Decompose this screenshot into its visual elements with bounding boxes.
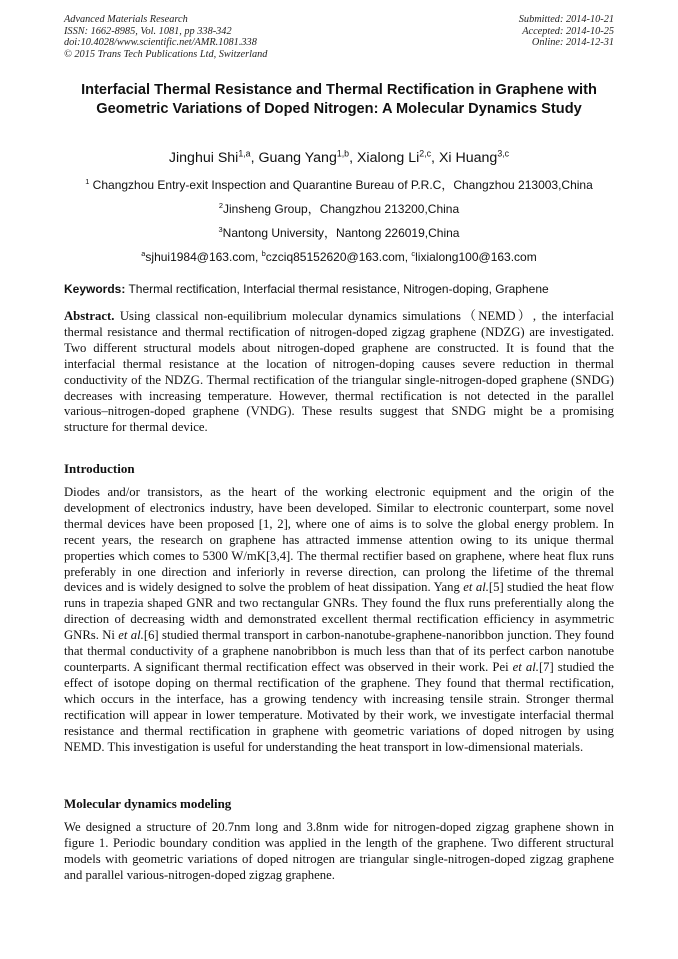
submitted-date: Submitted: 2014-10-21 <box>518 14 614 25</box>
publication-dates <box>519 14 614 49</box>
abstract-text: Using classical non-equilibrium molecular dynamics simulations（NEMD）, the interfacial thermal resistance and thermal rectification of nitrogen-doped zigzag graphene (NDZG) are investigated. Two different structural models about nitrogen-doped graphene are constructed. It is found that the interfacial thermal resistance at the location of nitrogen-doping causes severe reduction in thermal conductivity of the NDZG. Thermal rectification of the triangular single-nitrogen-doped graphene (SNDG) decreases with increasing temperature. However, thermal rectification is not detected in the parallel various–nitrogen-doped graphene (VNDG). These results suggest that SNDG might be a promising structure for thermal device. <box>64 309 614 435</box>
email-link[interactable]: $^c$lixialong100@163.com <box>411 249 537 264</box>
accepted-date: Accepted: 2014-10-25 <box>522 25 614 37</box>
author: Xialong Li$^{2,c}$, <box>356 148 439 166</box>
abstract-label: Abstract. <box>64 309 115 323</box>
online-date: Online: 2014-12-31 <box>531 37 614 49</box>
introduction-heading: Introduction <box>64 461 135 476</box>
author-list <box>0 148 678 168</box>
affiliation: $^1$ Changzhou Entry-exit Inspection and Quarantine Bureau of P.R.C，Changzhou 213003,China <box>85 177 593 192</box>
modeling-heading: Molecular dynamics modeling <box>64 796 232 811</box>
affiliation: $^3$Nantong University，Nantong 226019,China <box>218 225 460 240</box>
affiliation: $^2$Jinsheng Group，Changzhou 213200,China <box>218 201 460 216</box>
abstract <box>64 309 614 436</box>
journal-doi: doi:10.4028/www.scientific.net/AMR.1081.338 <box>64 37 257 49</box>
keywords-label: Keywords: <box>64 282 126 296</box>
email-list <box>0 249 678 265</box>
journal-name: Advanced Materials Research <box>64 14 188 25</box>
journal-copyright: © 2015 Trans Tech Publications Ltd, Switzerland <box>64 48 268 60</box>
author: Xi Huang$^{3,c}$ <box>438 148 510 166</box>
modeling-paragraph: We designed a structure of 20.7nm long and 3.8nm wide for nitrogen-doped zigzag graphene shown in figure 1. Periodic boundary condition was applied in the length of the graphene. Two different structural models with geometric variations of doped nitrogen are triangular single-nitrogen-doped zigzag graphene and parallel various-nitrogen-doped zigzag graphene. <box>64 820 614 882</box>
journal-issn: ISSN: 1662-8985, Vol. 1081, pp 338-342 <box>64 25 232 37</box>
email-link[interactable]: $^a$sjhui1984@163.com, <box>141 249 262 264</box>
introduction-paragraph: Diodes and/or transistors, as the heart of the working electronic equipment and the origin of the development of electronics industry, have been developed. Similar to electronic counterpart, some novel thermal devices have been proposed [1, 2], where one of aims is to solve the global energy problem. In recent years, the research on graphene has attracted immense attention owing to its unique thermal properties which comes to 5300 W/mK[3,4]. The thermal rectifier based on graphene, where heat flux runs preferably in one direction and inferiorly in reverse direction, can prolong the lifetime of the thremal devices and is widely designed to solve the problem of heat dissipation. Yang et al.[5] studied the heat flow runs in trapezia shaped GNR and two rectangular GNRs. They found the flux runs preferentially along the direction of decreasing width and demonstrated excellent thermal rectification efficiency in asymmetric GNRs. Ni et al.[6] studied thermal transport in carbon-nanotube-graphene-nanoribbon junction. They found that thermal conductivity of a graphene nanobribbon is much less than that of its perfect carbon nanotube counterparts. A significant thermal rectification effect was observed in their work. Pei et al.[7] studied the effect of isotope doping on thermal rectification of the graphene. They found that thermal rectification, which occurs in the interface, has a growing tendency with increasing tensile strain. Stronger thermal rectification will appear in lower temperature. Motivated by their work, we investigate interfacial thermal resistance and thermal rectification in graphene with geometric variations of doped nitrogen by using NEMD. This investigation is useful for understanding the heat transport in low-dimensional materials. <box>64 485 615 754</box>
keywords-text: Thermal rectification, Interfacial thermal resistance, Nitrogen-doping, Graphene <box>125 282 549 296</box>
author: Guang Yang$^{1,b}$, <box>258 148 357 166</box>
email-link[interactable]: $^b$czciq85152620@163.com, <box>261 249 412 264</box>
journal-info <box>64 14 267 60</box>
author: Jinghui Shi$^{1,a}$, <box>168 148 259 166</box>
keywords <box>64 281 614 297</box>
paper-title: Interfacial Thermal Resistance and Thermal Rectification in Graphene with Geometric Variations of Doped Nitrogen: A Molecular Dynamics Study <box>81 82 597 117</box>
